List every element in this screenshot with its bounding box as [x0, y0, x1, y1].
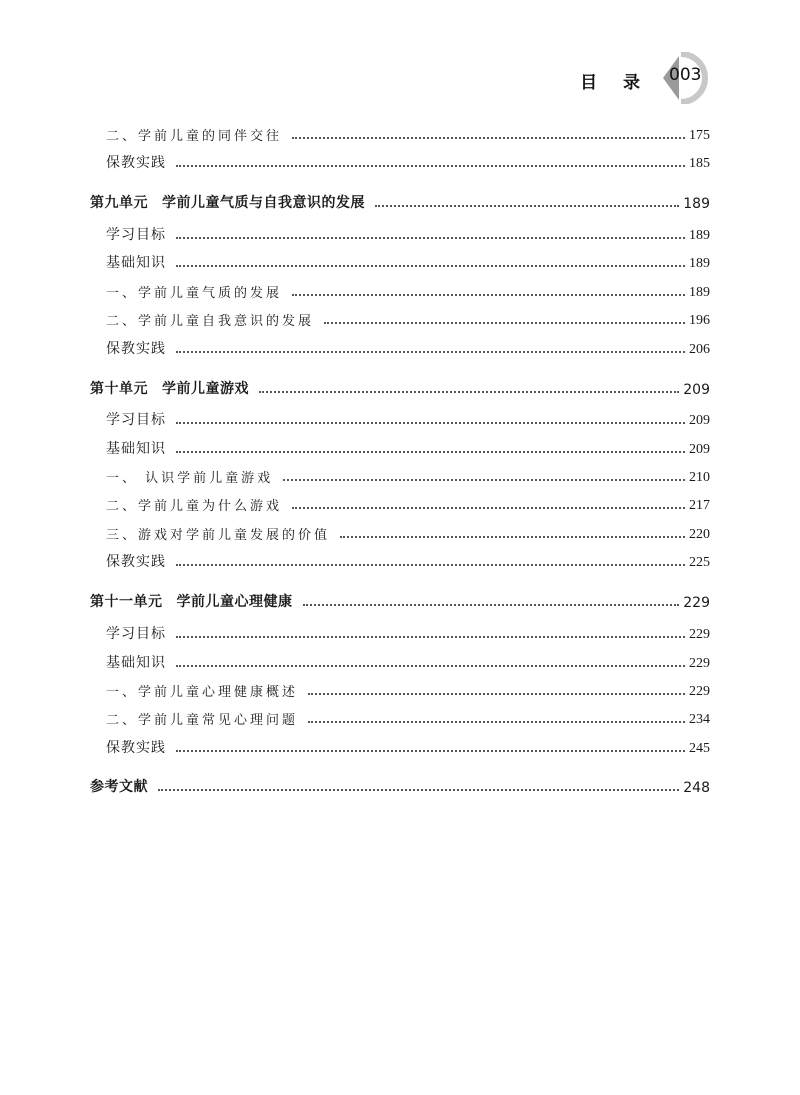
toc-entry[interactable] — [106, 248, 710, 272]
toc-entry-label: 保教实践 — [106, 554, 166, 570]
toc-entry-page: 217 — [689, 498, 710, 513]
toc-entry-page: 196 — [689, 313, 710, 328]
toc-entry-page: 189 — [689, 256, 710, 271]
toc-unit-number: 第十单元 — [90, 381, 148, 397]
toc-entry-label: 保教实践 — [106, 740, 166, 756]
toc-entry[interactable] — [106, 334, 710, 358]
toc-entry-page: 185 — [689, 156, 710, 171]
toc-entry-label: 基础知识 — [106, 441, 166, 457]
toc-entry-label: 保教实践 — [106, 341, 166, 357]
toc-entry-page: 245 — [689, 741, 710, 756]
toc-entry[interactable] — [106, 148, 710, 172]
leader-dots — [176, 665, 685, 667]
leader-dots — [158, 789, 679, 791]
toc-entry-page: 189 — [689, 285, 710, 300]
leader-dots — [308, 721, 685, 723]
toc-entry[interactable] — [106, 676, 710, 700]
toc-entry-page: 209 — [689, 442, 710, 457]
toc-entry[interactable] — [106, 405, 710, 429]
toc-entry-page: 229 — [689, 684, 710, 699]
toc-entry[interactable] — [106, 619, 710, 643]
toc-unit-page: 189 — [683, 196, 710, 212]
toc-unit-page: 229 — [683, 595, 710, 611]
toc-entry[interactable] — [106, 733, 710, 757]
toc-entry[interactable] — [106, 462, 710, 486]
toc-entry-page: 189 — [689, 228, 710, 243]
toc-references-page: 248 — [683, 780, 710, 796]
page-number: 003 — [669, 65, 702, 85]
toc-entry-page: 206 — [689, 342, 710, 357]
leader-dots — [292, 507, 685, 509]
toc-entry[interactable] — [106, 490, 710, 514]
toc-entry-page: 225 — [689, 555, 710, 570]
toc-entry-label: 二、学前儿童的同伴交往 — [106, 129, 283, 144]
toc-unit-title: 学前儿童游戏 — [162, 381, 249, 397]
toc-entry-label: 基础知识 — [106, 655, 166, 671]
toc-entry-label: 一、学前儿童心理健康概述 — [106, 685, 299, 700]
toc-entry-label: 一、学前儿童气质的发展 — [106, 286, 283, 301]
leader-dots — [176, 564, 685, 566]
leader-dots — [176, 636, 685, 638]
leader-dots — [176, 750, 685, 752]
toc-entry[interactable] — [106, 120, 710, 144]
leader-dots — [292, 294, 685, 296]
toc-unit-number: 第九单元 — [90, 195, 148, 211]
toc-entry-label: 二、学前儿童自我意识的发展 — [106, 314, 315, 329]
toc-entry-label: 学习目标 — [106, 412, 166, 428]
toc-entry-page: 209 — [689, 413, 710, 428]
toc-entry-label: 二、学前儿童为什么游戏 — [106, 499, 283, 514]
leader-dots — [303, 604, 680, 606]
toc-entry-label: 一、 认识学前儿童游戏 — [106, 471, 274, 486]
leader-dots — [283, 479, 685, 481]
toc-entry[interactable] — [106, 519, 710, 543]
toc-unit[interactable] — [90, 374, 710, 398]
toc-entry-page: 234 — [689, 712, 710, 727]
toc-unit[interactable] — [90, 587, 710, 611]
leader-dots — [259, 391, 679, 393]
toc-entry-label: 保教实践 — [106, 155, 166, 171]
leader-dots — [292, 137, 685, 139]
leader-dots — [176, 422, 685, 424]
toc-entry[interactable] — [106, 648, 710, 672]
toc-references[interactable] — [90, 772, 710, 796]
toc-unit-number: 第十一单元 — [90, 594, 163, 610]
toc-entry[interactable] — [106, 434, 710, 458]
toc-entry[interactable] — [106, 220, 710, 244]
toc-entry-label: 二、学前儿童常见心理问题 — [106, 713, 299, 728]
leader-dots — [375, 205, 679, 207]
toc-unit-page: 209 — [683, 382, 710, 398]
leader-dots — [340, 536, 685, 538]
toc-entry[interactable] — [106, 305, 710, 329]
toc-entry-label: 三、游戏对学前儿童发展的价值 — [106, 528, 331, 543]
toc-unit-title: 学前儿童气质与自我意识的发展 — [162, 195, 365, 211]
toc-entry-page: 210 — [689, 470, 710, 485]
toc-entry-page: 220 — [689, 527, 710, 542]
toc-entry-page: 175 — [689, 128, 710, 143]
leader-dots — [324, 322, 685, 324]
toc-unit-title: 学前儿童心理健康 — [176, 594, 293, 610]
toc-entry-label: 基础知识 — [106, 255, 166, 271]
toc-entry[interactable] — [106, 704, 710, 728]
toc-entry[interactable] — [106, 277, 710, 301]
toc-entry[interactable] — [106, 547, 710, 571]
header-title: 目 录 — [580, 73, 650, 93]
toc-entry-label: 学习目标 — [106, 626, 166, 642]
toc-references-label: 参考文献 — [90, 779, 148, 795]
toc-entry-page: 229 — [689, 627, 710, 642]
toc-entry-label: 学习目标 — [106, 227, 166, 243]
leader-dots — [176, 165, 685, 167]
leader-dots — [308, 693, 685, 695]
toc-entry-page: 229 — [689, 656, 710, 671]
leader-dots — [176, 265, 685, 267]
leader-dots — [176, 451, 685, 453]
toc-unit[interactable] — [90, 188, 710, 212]
leader-dots — [176, 237, 685, 239]
page-number-badge — [655, 52, 711, 104]
leader-dots — [176, 351, 685, 353]
page-header — [0, 52, 800, 104]
